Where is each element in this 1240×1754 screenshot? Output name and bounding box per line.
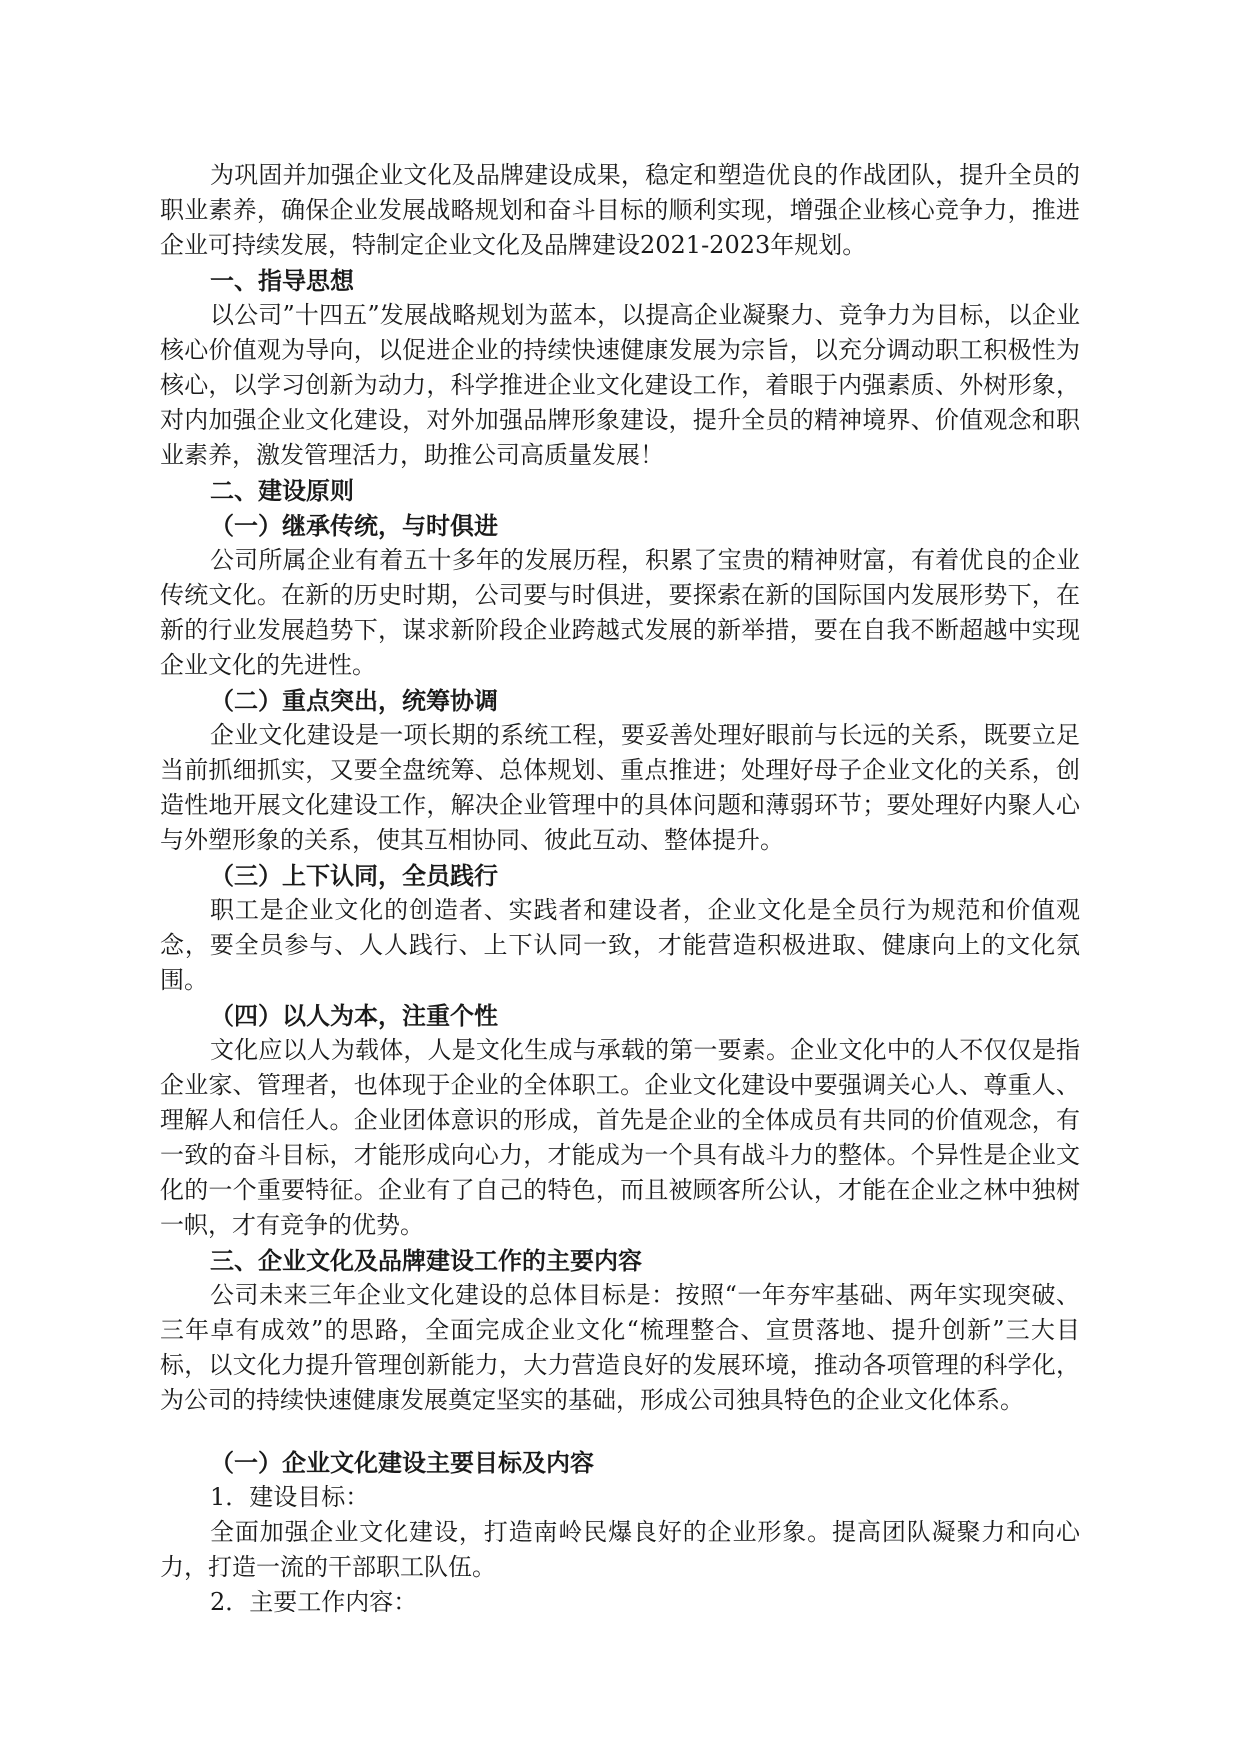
subsection-heading-tradition: （一）继承传统，与时俱进 [210, 511, 498, 540]
intro-paragraph: 为巩固并加强企业文化及品牌建设成果，稳定和塑造优良的作战团队，提升全员的职业素养，确保企业发展战略规划和奋斗目标的顺利实现，增强企业核心竞争力，推进企业可持续发展，特制定企业文化及品牌建设2021-2023年规划。 [160, 161, 1080, 259]
recognition-paragraph: 职工是企业文化的创造者、实践者和建设者，企业文化是全员行为规范和价值观念，要全员参与、人人践行、上下认同一致，才能营造积极进取、健康向上的文化氛围。 [160, 896, 1080, 994]
main-content-paragraph: 公司未来三年企业文化建设的总体目标是：按照“一年夯牢基础、两年实现突破、三年卓有成效”的思路，全面完成企业文化“梳理整合、宣贯落地、提升创新”三大目标，以文化力提升管理创新能力，大力营造良好的发展环境，推动各项管理的科学化，为公司的持续快速健康发展奠定坚实的基础，形成公司独具特色的企业文化体系。 [160, 1281, 1080, 1414]
item-label-main-work: 2．主要工作内容： [210, 1588, 418, 1616]
subsection-heading-culture-goals: （一）企业文化建设主要目标及内容 [210, 1448, 594, 1477]
section-heading-main-content: 三、企业文化及品牌建设工作的主要内容 [210, 1246, 642, 1275]
subsection-heading-focus: （二）重点突出，统筹协调 [210, 686, 498, 715]
focus-paragraph: 企业文化建设是一项长期的系统工程，要妥善处理好眼前与长远的关系，既要立足当前抓细抓实，又要全盘统筹、总体规划、重点推进；处理好母子企业文化的关系，创造性地开展文化建设工作，解决企业管理中的具体问题和薄弱环节；要处理好内聚人心与外塑形象的关系，使其互相协同、彼此互动、整体提升。 [160, 721, 1080, 854]
item-label-construction-goal: 1．建设目标： [210, 1483, 370, 1511]
paragraph-spacer [160, 1418, 1080, 1445]
subsection-heading-people-oriented: （四）以人为本，注重个性 [210, 1001, 498, 1030]
construction-goal-paragraph: 全面加强企业文化建设，打造南岭民爆良好的企业形象。提高团队凝聚力和向心力，打造一流的干部职工队伍。 [160, 1518, 1080, 1581]
tradition-paragraph: 公司所属企业有着五十多年的发展历程，积累了宝贵的精神财富，有着优良的企业传统文化。在新的历史时期，公司要与时俱进，要探索在新的国际国内发展形势下，在新的行业发展趋势下，谋求新阶段企业跨越式发展的新举措，要在自我不断超越中实现企业文化的先进性。 [160, 546, 1080, 679]
subsection-heading-recognition: （三）上下认同，全员践行 [210, 861, 498, 890]
section-heading-construction-principles: 二、建设原则 [210, 476, 354, 505]
section-heading-guiding-ideology: 一、指导思想 [210, 266, 354, 295]
document-page [160, 158, 1080, 1620]
guiding-ideology-paragraph: 以公司”十四五”发展战略规划为蓝本，以提高企业凝聚力、竞争力为目标，以企业核心价值观为导向，以促进企业的持续快速健康发展为宗旨，以充分调动职工积极性为核心，以学习创新为动力，科学推进企业文化建设工作，着眼于内强素质、外树形象，对内加强企业文化建设，对外加强品牌形象建设，提升全员的精神境界、价值观念和职业素养，激发管理活力，助推公司高质量发展！ [160, 301, 1080, 469]
people-oriented-paragraph: 文化应以人为载体，人是文化生成与承载的第一要素。企业文化中的人不仅仅是指企业家、管理者，也体现于企业的全体职工。企业文化建设中要强调关心人、尊重人、理解人和信任人。企业团体意识的形成，首先是企业的全体成员有共同的价值观念，有一致的奋斗目标，才能形成向心力，才能成为一个具有战斗力的整体。个异性是企业文化的一个重要特征。企业有了自己的特色，而且被顾客所公认，才能在企业之林中独树一帜，才有竞争的优势。 [160, 1036, 1080, 1239]
